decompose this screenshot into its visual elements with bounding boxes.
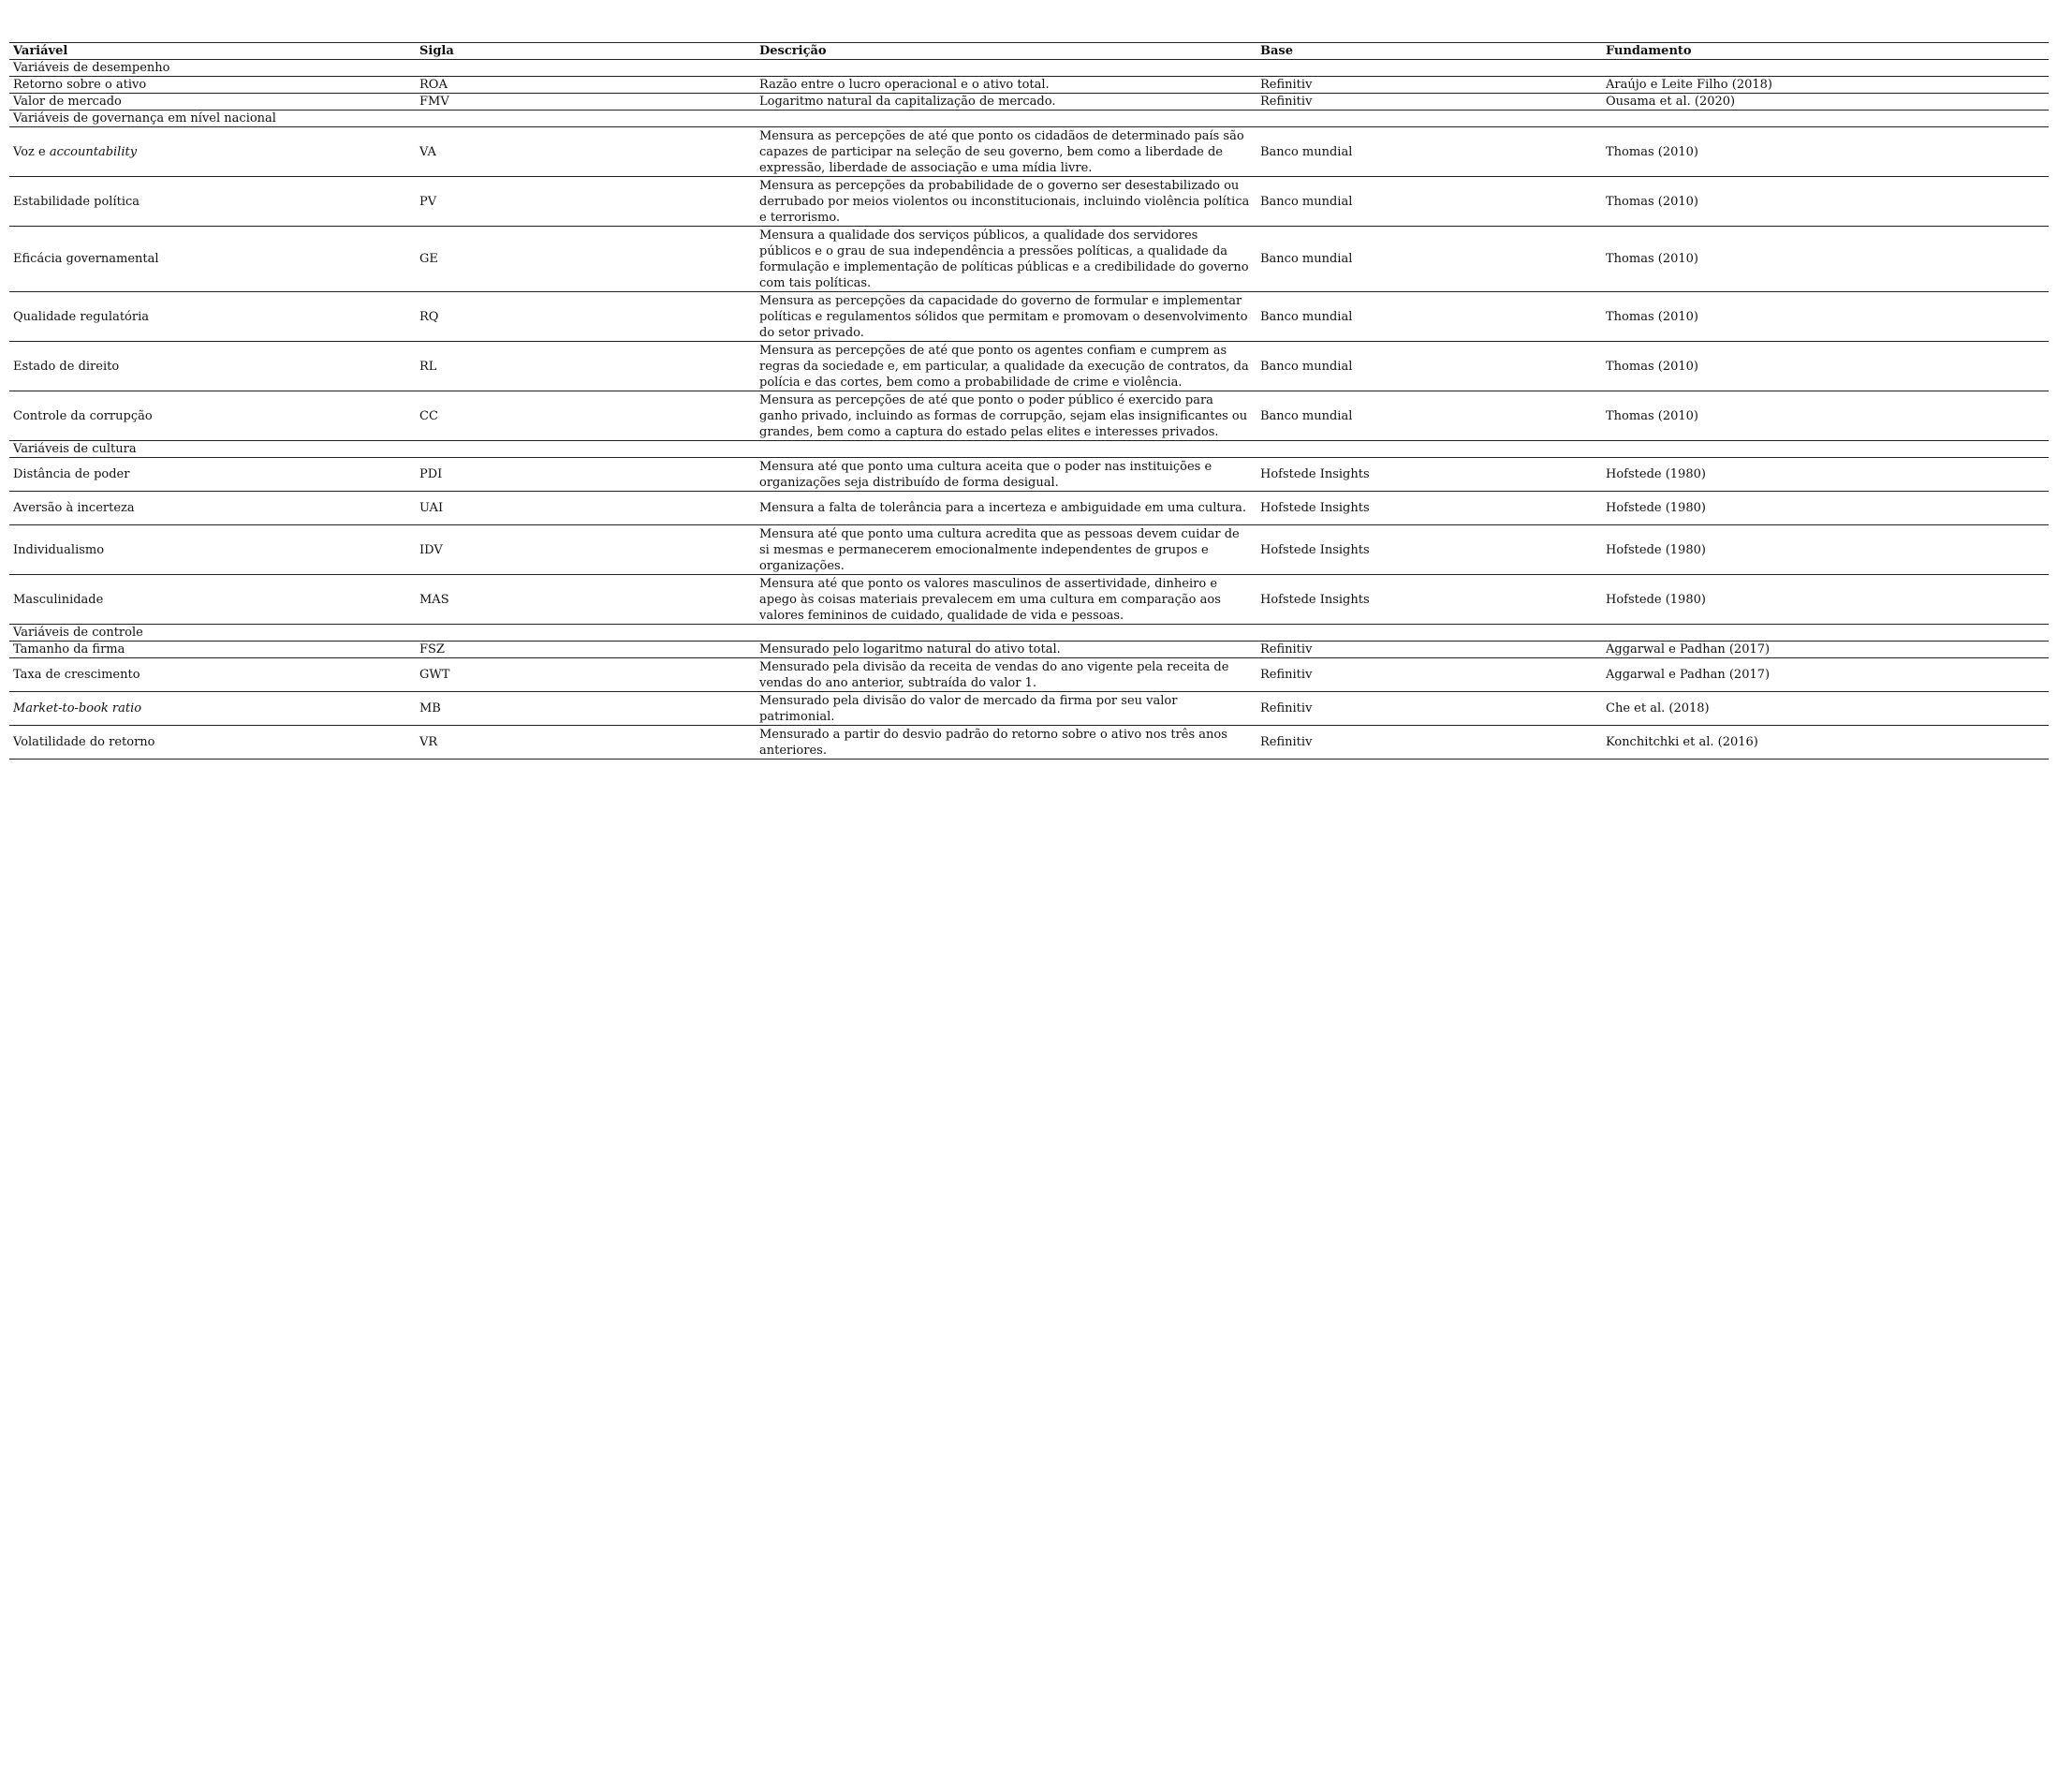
- cell-sigla: RL: [416, 342, 756, 391]
- table-row: [9, 391, 2049, 441]
- cell-variavel-text: Voz e: [13, 144, 50, 159]
- cell-fundamento: Aggarwal e Padhan (2017): [1602, 658, 2049, 692]
- cell-variavel: Individualismo: [9, 525, 416, 575]
- section-label-governanca: Variáveis de governança em nível nacional: [9, 111, 2049, 127]
- cell-descricao: Razão entre o lucro operacional e o ativo total.: [756, 77, 1256, 94]
- cell-base: Refinitiv: [1256, 94, 1602, 111]
- cell-fundamento: Araújo e Leite Filho (2018): [1602, 77, 2049, 94]
- cell-sigla: MAS: [416, 575, 756, 625]
- cell-sigla: GE: [416, 227, 756, 292]
- header-fundamento: Fundamento: [1602, 43, 2049, 60]
- cell-sigla: RQ: [416, 292, 756, 342]
- cell-sigla: UAI: [416, 492, 756, 525]
- cell-descricao: Mensurado pela divisão do valor de mercado da firma por seu valor patrimonial.: [756, 692, 1256, 726]
- cell-fundamento: Hofstede (1980): [1602, 575, 2049, 625]
- table-row: [9, 658, 2049, 692]
- section-row: [9, 111, 2049, 127]
- cell-variavel: [9, 127, 416, 177]
- cell-variavel: Aversão à incerteza: [9, 492, 416, 525]
- header-base: Base: [1256, 43, 1602, 60]
- cell-sigla: VA: [416, 127, 756, 177]
- table-header-row: [9, 43, 2049, 60]
- header-variavel: Variável: [9, 43, 416, 60]
- cell-descricao: Mensurado pela divisão da receita de vendas do ano vigente pela receita de vendas do ano anterior, subtraída do valor 1.: [756, 658, 1256, 692]
- cell-base: Hofstede Insights: [1256, 525, 1602, 575]
- cell-sigla: PV: [416, 177, 756, 227]
- table-row: [9, 127, 2049, 177]
- cell-base: Refinitiv: [1256, 658, 1602, 692]
- cell-fundamento: Ousama et al. (2020): [1602, 94, 2049, 111]
- cell-sigla: VR: [416, 726, 756, 760]
- cell-descricao: Mensura até que ponto uma cultura acredita que as pessoas devem cuidar de si mesmas e permanecerem emocionalmente independentes de grupos e organizações.: [756, 525, 1256, 575]
- cell-variavel: Qualidade regulatória: [9, 292, 416, 342]
- section-label-cultura: Variáveis de cultura: [9, 441, 2049, 458]
- cell-descricao: Mensura até que ponto os valores masculinos de assertividade, dinheiro e apego às coisas materiais prevalecem em uma cultura em comparação aos valores femininos de cuidado, qualidade de vida e pessoas.: [756, 575, 1256, 625]
- cell-variavel: Retorno sobre o ativo: [9, 77, 416, 94]
- cell-sigla: FMV: [416, 94, 756, 111]
- cell-fundamento: Thomas (2010): [1602, 227, 2049, 292]
- cell-base: Refinitiv: [1256, 692, 1602, 726]
- cell-descricao: Mensura até que ponto uma cultura aceita que o poder nas instituições e organizações seja distribuído de forma desigual.: [756, 458, 1256, 492]
- cell-descricao: Mensura as percepções da capacidade do governo de formular e implementar políticas e regulamentos sólidos que permitam e promovam o desenvolvimento do setor privado.: [756, 292, 1256, 342]
- cell-variavel: Masculinidade: [9, 575, 416, 625]
- cell-sigla: MB: [416, 692, 756, 726]
- cell-base: Refinitiv: [1256, 726, 1602, 760]
- cell-variavel: Estabilidade política: [9, 177, 416, 227]
- table-row: [9, 726, 2049, 760]
- table-row: [9, 292, 2049, 342]
- cell-variavel: Taxa de crescimento: [9, 658, 416, 692]
- cell-descricao: Mensura as percepções de até que ponto os cidadãos de determinado país são capazes de participar na seleção de seu governo, bem como a liberdade de expressão, liberdade de associação e uma mídia livre.: [756, 127, 1256, 177]
- table-row: [9, 525, 2049, 575]
- cell-base: Banco mundial: [1256, 342, 1602, 391]
- cell-fundamento: Thomas (2010): [1602, 292, 2049, 342]
- section-row: [9, 625, 2049, 642]
- cell-fundamento: Hofstede (1980): [1602, 458, 2049, 492]
- cell-base: Hofstede Insights: [1256, 575, 1602, 625]
- cell-sigla: FSZ: [416, 642, 756, 658]
- cell-sigla: IDV: [416, 525, 756, 575]
- cell-base: Banco mundial: [1256, 227, 1602, 292]
- cell-fundamento: Hofstede (1980): [1602, 492, 2049, 525]
- table-row: [9, 492, 2049, 525]
- table-row: [9, 177, 2049, 227]
- section-row: [9, 441, 2049, 458]
- cell-variavel: Eficácia governamental: [9, 227, 416, 292]
- cell-variavel: Controle da corrupção: [9, 391, 416, 441]
- cell-fundamento: Konchitchki et al. (2016): [1602, 726, 2049, 760]
- table-row: [9, 642, 2049, 658]
- cell-base: Banco mundial: [1256, 292, 1602, 342]
- cell-descricao: Mensurado a partir do desvio padrão do retorno sobre o ativo nos três anos anteriores.: [756, 726, 1256, 760]
- cell-sigla: CC: [416, 391, 756, 441]
- cell-variavel: Tamanho da firma: [9, 642, 416, 658]
- cell-base: Refinitiv: [1256, 642, 1602, 658]
- cell-fundamento: Aggarwal e Padhan (2017): [1602, 642, 2049, 658]
- table-row: [9, 692, 2049, 726]
- cell-descricao: Mensura a falta de tolerância para a incerteza e ambiguidade em uma cultura.: [756, 492, 1256, 525]
- cell-fundamento: Thomas (2010): [1602, 127, 2049, 177]
- cell-descricao: Logaritmo natural da capitalização de mercado.: [756, 94, 1256, 111]
- section-label-controle: Variáveis de controle: [9, 625, 2049, 642]
- cell-variavel-italic: accountability: [49, 144, 138, 159]
- cell-base: Banco mundial: [1256, 127, 1602, 177]
- cell-descricao: Mensura as percepções da probabilidade de o governo ser desestabilizado ou derrubado por meios violentos ou inconstitucionais, incluindo violência política e terrorismo.: [756, 177, 1256, 227]
- section-label-desempenho: Variáveis de desempenho: [9, 60, 2049, 77]
- cell-fundamento: Thomas (2010): [1602, 177, 2049, 227]
- cell-base: Banco mundial: [1256, 177, 1602, 227]
- table-row: [9, 342, 2049, 391]
- variables-table: [9, 42, 2049, 760]
- header-sigla: Sigla: [416, 43, 756, 60]
- cell-fundamento: Thomas (2010): [1602, 391, 2049, 441]
- cell-fundamento: Hofstede (1980): [1602, 525, 2049, 575]
- cell-descricao: Mensura a qualidade dos serviços públicos, a qualidade dos servidores públicos e o grau de sua independência a pressões políticas, a qualidade da formulação e implementação de políticas públicas e a credibilidade do governo com tais políticas.: [756, 227, 1256, 292]
- table-row: [9, 94, 2049, 111]
- cell-variavel: Valor de mercado: [9, 94, 416, 111]
- cell-variavel: Estado de direito: [9, 342, 416, 391]
- cell-fundamento: Che et al. (2018): [1602, 692, 2049, 726]
- cell-base: Banco mundial: [1256, 391, 1602, 441]
- table-row: [9, 77, 2049, 94]
- cell-sigla: GWT: [416, 658, 756, 692]
- cell-descricao: Mensura as percepções de até que ponto os agentes confiam e cumprem as regras da sociedade e, em particular, a qualidade da execução de contratos, da polícia e das cortes, bem como a probabilidade de crime e violência.: [756, 342, 1256, 391]
- table-row: [9, 227, 2049, 292]
- cell-fundamento: Thomas (2010): [1602, 342, 2049, 391]
- header-descricao: Descrição: [756, 43, 1256, 60]
- cell-base: Hofstede Insights: [1256, 492, 1602, 525]
- cell-descricao: Mensura as percepções de até que ponto o poder público é exercido para ganho privado, incluindo as formas de corrupção, sejam elas insignificantes ou grandes, bem como a captura do estado pelas elites e interesses privados.: [756, 391, 1256, 441]
- section-row: [9, 60, 2049, 77]
- cell-variavel: Volatilidade do retorno: [9, 726, 416, 760]
- cell-sigla: PDI: [416, 458, 756, 492]
- cell-base: Refinitiv: [1256, 77, 1602, 94]
- cell-base: Hofstede Insights: [1256, 458, 1602, 492]
- cell-sigla: ROA: [416, 77, 756, 94]
- cell-variavel: Distância de poder: [9, 458, 416, 492]
- table-row: [9, 575, 2049, 625]
- cell-variavel: Market-to-book ratio: [9, 692, 416, 726]
- table-row: [9, 458, 2049, 492]
- cell-descricao: Mensurado pelo logaritmo natural do ativo total.: [756, 642, 1256, 658]
